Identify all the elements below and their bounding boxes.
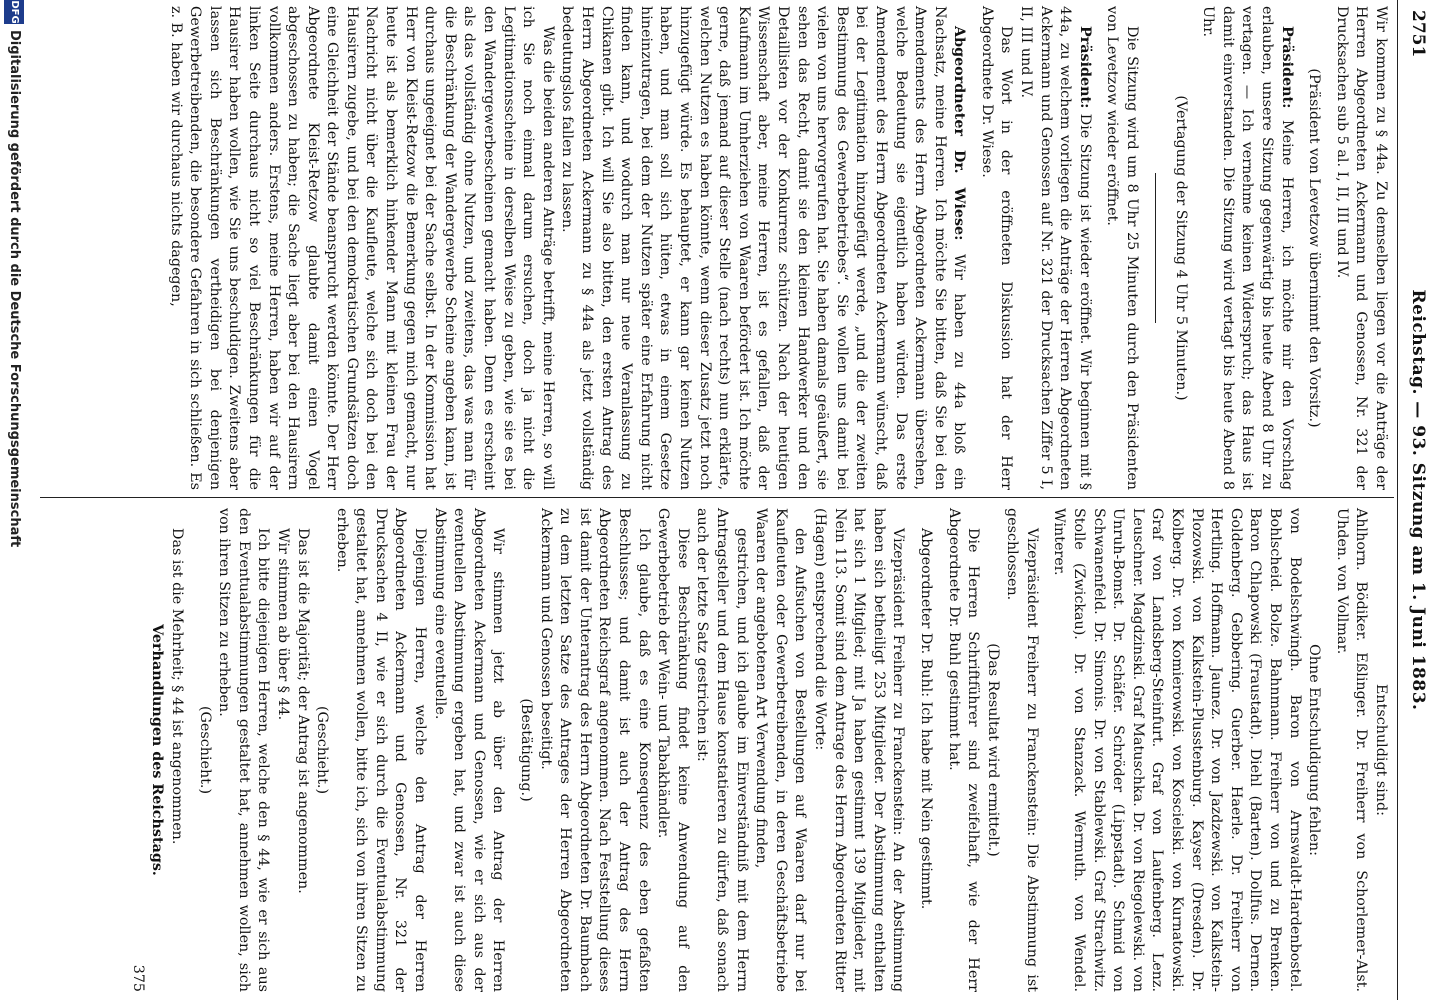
paragraph (1016, 6, 1094, 490)
paragraph: (Bestätigung.) (518, 698, 535, 802)
page-number: 2751 (1408, 10, 1428, 58)
heading: Entschuldigt sind: (1373, 684, 1389, 816)
digitization-strip (0, 0, 26, 1000)
header-rule (1397, 0, 1398, 1000)
paragraph: (Geschieht.) (314, 705, 331, 795)
page-footer-title: Verhandlungen des Reichstags. (149, 624, 166, 876)
paragraph: (Geschieht.) (196, 705, 213, 795)
paragraph: Wir kommen zu § 44a. Zu demselben liegen vor die Anträge der Herren Abgeordneten Ackermann und Genossen, Nr. 321 der Drucksachen sub 5 al. I, II, III und IV. (1333, 6, 1389, 490)
paragraph: Das ist die Mehrheit; § 44 ist angenommen. (168, 528, 185, 845)
column-2 (129, 508, 1390, 992)
paragraph: (Das Resultat wird ermittelt.) (984, 643, 1001, 857)
dfg-logo: DFG (4, 0, 24, 24)
column-1 (167, 6, 1390, 491)
paragraph: Die Sitzung wird um 8 Uhr 25 Minuten durch den Präsidenten von Levetzow wieder eröffnet. (1104, 6, 1141, 490)
paragraph (557, 6, 968, 490)
signature-mark: 375 (129, 964, 146, 992)
paragraph (1198, 6, 1296, 490)
paragraph: Diejenigen Herren, welche den Antrag der Herren Abgeordneten Ackermann und Genossen, Nr. 321 der Drucksachen 4 II, wie er sich durch die Eventualabstimmung gestaltet hat, annehmen wollen, bitte ich, sich von ihren Sitzen zu erheben. (333, 508, 429, 992)
speech: Die Sitzung ist wieder eröffnet. Wir beginnen mit § 44a, zu welchem vorliegen die Anträge der Herren Abgeordneten Ackermann und Genossen auf Nr. 321 der Drucksachen Ziffer 5 I, II, III und IV. (1018, 6, 1093, 490)
paragraph: Vizepräsident Freiherr zu Franckenstein: An der Abstimmung haben sich betheiligt 253 Mitglieder. Der Abstimmung enthalten hat sich 1 Mitglied; mit Ja haben gestimmt 139 Mitglieder, mit Nein 113. Somit sind dem Antrage des Herrn Abgeordneten Ritter (Hagen) entsprechend die Worte: (811, 508, 907, 992)
speaker: Präsident: (1278, 26, 1295, 109)
speaker: Abgeordneter Dr. Wiese: (951, 26, 968, 241)
paragraph: gestrichen, und ich glaube im Einverständniß mit dem Herrn Antragsteller und dem Hause konstatieren zu dürfen, daß sonach auch der letzte Satz gestrichen ist: (694, 508, 750, 992)
heading: Ohne Entschuldigung fehlen: (1306, 644, 1323, 856)
paragraph: Ich bitte diejenigen Herren, welche den § 44, wie er sich aus den Eventualabstimmungen gestaltet hat, annehmen wollen, sich von ihren Sitzen zu erheben. (216, 508, 272, 992)
paragraph: Das Wort in der eröffneten Diskussion hat der Herr Abgeordnete Dr. Wiese. (978, 6, 1015, 490)
paragraph: den Aufsuchen von Bestellungen auf Waaren darf nur bei Kaufleuten oder Gewerbetreibenden, in deren Geschäftsbetriebe Waaren der angebotenen Art Verwendung finden, (753, 508, 809, 992)
paragraph: von Bodelschwingh. Baron von Arnswaldt-Hardenbostel. Bohlscheid. Bolze. Bahnmann. Freiherr von und zu Brenken. Baron Chlapowski (Fraustadt). Diehl (Barten). Dollfus. Dernen. Goldenberg. Gebbering. Guerber. Haerle. Dr. Freiherr von Hertling. Hoffmann. Jaunez. Dr. von Jazdzewski. von Kalkstein-Plozowski. von Kalkstein-Plusstenburg. Kayser (Dresden). Dr. Kolberg. Dr. von Komierowski. von Koscielski. von Kurnatowski. Graf von Landsberg-Steinfurt. Graf von Laufenberg. Lenz. Leuschner. Magdzinski. Graf Matuschka. Dr. von Riegolewski. von Unruh-Bomst. Dr. Schäfer. Schröder (Lippstadt). Schmid von Schwanenfeld. Dr. Simonis. Dr. von Stablewski. Graf Strachwitz. Stolle (Zwickau). Dr. von Stanzack. Wermuth. von Wendel. Winterer. (1051, 508, 1303, 992)
speech: Meine Herren, ich möchte mir den Vorschlag erlauben, unsere Sitzung gegenwärtig bis heute Abend 8 Uhr zu vertagen. — Ich vernehme keinen Widerspruch; das Haus ist damit einverstanden. Die Sitzung wird vertagt bis heute Abend 8 Uhr. (1200, 6, 1295, 490)
paragraph: Was die beiden anderen Anträge betrifft, meine Herren, so will ich Sie noch einmal darum ersuchen, doch ja nicht die Legitimationsscheine in derselben Weise zu geben, wie sie es bei den Wandergewerbescheinen gemacht haben. Denn es erscheint als das vollständig ohne Nutzen, und zweitens, das was man für die Beschränkung der Wandergewerbe Scheine angeben kann, ist durchaus ungeeignet bei der Sache selbst. In der Kommission hat Herr von Kleist-Retzow die Bemerkung gegen mich gemacht, nur heute ist als bemerklich hinkender Mann mit kleinen Frau der Nachricht nicht über die Kaufleute, welche sich doch bei den Hausirern zugebe, und bei den demokratischen Grundsätzen doch eine Gleichheit der Stände beansprucht werden könnte. Der Herr Abgeordnete Kleist-Retzow glaubte damit einen Vogel abgeschossen zu haben; die Sache liegt aber bei den Hausirern vollkommen anders. Erstens, meine Herren, haben wir auf der linken Seite durchaus nicht so viel Beschränkungen für die Hausirer haben wollen, wie Sie uns beschuldigen. Zweitens aber lassen sich Beschränkungen vertheidigen bei denjenigen Gewerbetreibenden, die besondere Gefahren in sich schließen. Es z. B. haben wir durchaus nichts dagegen, (167, 6, 556, 490)
paragraph: Wir stimmen ab über § 44. (274, 528, 291, 721)
paragraph: Die Herren Schriftführer sind zweifelhaft, wie der Herr Abgeordnete Dr. Buhl gestimmt hat. (945, 508, 982, 992)
page-header-title: Reichstag. — 93. Sitzung am 1. Juni 1883. (1408, 289, 1428, 711)
paragraph: Wir stimmen jetzt ab über den Antrag der Herren Abgeordneten Ackermann und Genossen, wie er sich aus der eventuellen Abstimmung ergeben hat, und zwar ist auch diese Abstimmung eine eventuelle. (431, 508, 507, 992)
paragraph: Vizepräsident Freiherr zu Franckenstein: Die Abstimmung ist geschlossen. (1004, 508, 1040, 992)
newspaper-page (7, 0, 1432, 1000)
paragraph: Abgeordneter Dr. Buhl: Ich habe mit Nein gestimmt. (917, 528, 934, 910)
paragraph: Ich glaube, daß es eine Konsequenz des eben gefaßten Beschlusses; und damit ist auch der Antrag des Herrn Abgeordneten Reichsgraf angenommen. Nach Feststellung dieses ist damit der Unterantrag des Herrn Abgeordneten Dr. Baumbach zu dem letzten Satze des Antrages der Herren Abgeordneten Ackermann und Genossen beseitigt. (537, 508, 652, 992)
digitization-credit: Digitalisierung gefördert durch die Deutsche Forschungsgemeinschaft (7, 30, 22, 548)
paragraph: Ahlhorn. Bödiker. Eßlinger. Dr. Freiherr von Schorlemer-Alst. Uhden. von Vollmar. (1333, 508, 1370, 992)
paragraph: (Vertagung der Sitzung 4 Uhr 5 Minuten.) (1172, 95, 1189, 401)
column-divider (40, 497, 1394, 498)
paragraph: (Präsident von Levetzow übernimmt den Vorsitz.) (1306, 68, 1323, 428)
speaker: Präsident: (1076, 26, 1093, 109)
paragraph: Diese Beschränkung findet keine Anwendung auf den Gewerbebetrieb der Wein- und Tabakhändler. (655, 508, 691, 992)
speech: Wir haben zu 44a bloß ein Nachsatz, meine Herren. Ich möchte Sie bitten, daß Sie bei den Amendements des Herrn Abgeordneten Ackermann übersehen, welche Bedeutung sie eigentlich haben würden. Das erste Amendement des Herrn Abgeordneten Ackermann wünscht, daß bei der Legitimation hinzugefügt werde, „und die der zweiten Bestimmung des Gewerbebetriebes“. Sie wollen uns damit bei vielen von uns hervorgerufen hat. Sie haben damals geäußert, sie sehen das Recht, damit sie den kleinen Handwerker und den Detaillisten vor der Konkurrenz schützen. Nach der heutigen Wissenschaft aber, meine Herren, ist es gefallen, daß der Kaufmann im Umherziehen von Waaren befördert ist. Ich möchte gerne, daß jemand auf dieser Stelle (nach rechts) nun erklärte, welchen Nutzen es haben könnte, wenn dieser Zusatz jetzt noch hinzugefügt würde. Es behauptet, er kann gar keinen Nutzen haben, und man soll sich hüten, etwas in einem Gesetze hineinzutragen, bei dem der Nutzen später eine Erfahrung nicht finden kann, und wodurch man nur neue Veranlassung zu Chikanen gibt. Ich will Sie also bitten, den ersten Antrag des Herrn Abgeordneten Ackermann zu § 44a als jetzt vollständig bedeutungslos fallen zu lassen. (559, 6, 968, 491)
paragraph: Das ist die Majorität; der Antrag ist angenommen. (294, 528, 311, 894)
section-rule (1155, 173, 1156, 323)
